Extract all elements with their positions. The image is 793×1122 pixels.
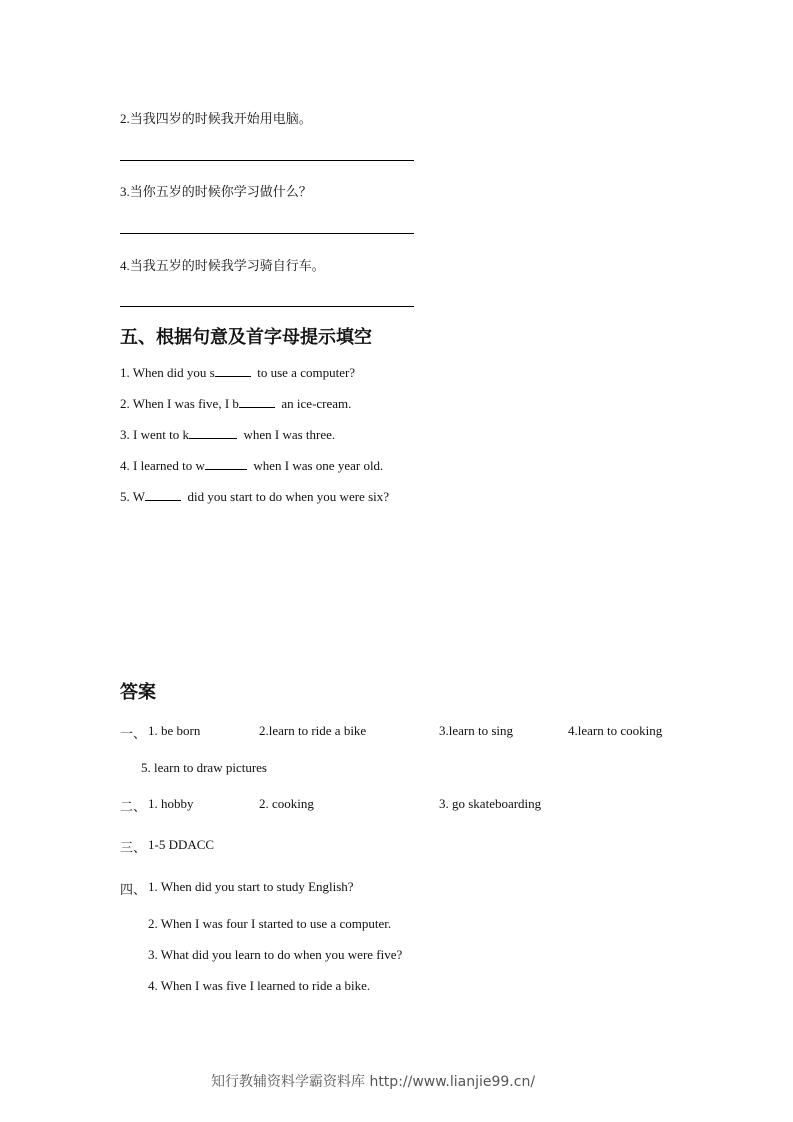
answer-1-5: 5. learn to draw pictures (141, 760, 267, 775)
fill-blank[interactable] (239, 396, 275, 408)
fill-item-text: 5. W (120, 489, 146, 504)
fill-item-4 (120, 458, 383, 474)
answer-4-4: 4. When I was five I learned to ride a bike. (148, 978, 371, 993)
fill-blank[interactable] (215, 365, 251, 377)
fill-item-text: when I was one year old. (253, 458, 384, 473)
fill-item-text: 4. I learned to w (120, 458, 205, 473)
answers-part4-label: 四、 (120, 882, 147, 897)
answer-4-1: 1. When did you start to study English? (148, 879, 354, 894)
answer-1-3: 3.learn to sing (439, 723, 514, 738)
answers-part3-label: 三、 (120, 840, 147, 855)
answers-part1-label: 一、 (120, 726, 147, 741)
answer-2-2: 2. cooking (259, 796, 314, 811)
answer-1-1: 1. be born (148, 723, 201, 738)
answer-line (120, 233, 414, 234)
fill-item-text: 3. I went to k (120, 427, 189, 442)
answer-line (120, 160, 414, 161)
fill-item-text: an ice-cream. (281, 396, 352, 411)
answers-part2-label: 二、 (120, 799, 147, 814)
answers-heading: 答案 (120, 682, 156, 703)
answer-4-2: 2. When I was four I started to use a computer. (148, 916, 392, 931)
answer-4-3: 3. What did you learn to do when you were five? (148, 947, 403, 962)
translation-item-4: 4.当我五岁的时候我学习骑自行车。 (120, 258, 325, 273)
section5-heading: 五、根据句意及首字母提示填空 (120, 327, 372, 348)
fill-item-text: 1. When did you s (120, 365, 215, 380)
fill-blank[interactable] (145, 489, 181, 501)
fill-item-text: to use a computer? (257, 365, 356, 380)
fill-item-text: when I was three. (243, 427, 336, 442)
fill-blank[interactable] (205, 458, 247, 470)
footer-watermark: 知行教辅资料学霸资料库 http://www.lianjie99.cn/ (211, 1074, 536, 1090)
answer-2-1: 1. hobby (148, 796, 194, 811)
answer-3: 1-5 DDACC (148, 837, 215, 852)
fill-item-5 (120, 489, 389, 505)
fill-item-1 (120, 365, 355, 381)
translation-item-3: 3.当你五岁的时候你学习做什么？ (120, 184, 312, 199)
answer-2-3: 3. go skateboarding (439, 796, 542, 811)
translation-item-2: 2.当我四岁的时候我开始用电脑。 (120, 111, 312, 126)
fill-item-text: 2. When I was five, I b (120, 396, 239, 411)
fill-item-text: did you start to do when you were six? (187, 489, 390, 504)
answer-1-4: 4.learn to cooking (568, 723, 663, 738)
fill-item-3 (120, 427, 335, 443)
fill-blank[interactable] (189, 427, 237, 439)
answer-1-2: 2.learn to ride a bike (259, 723, 367, 738)
fill-item-2 (120, 396, 351, 412)
answer-line (120, 306, 414, 307)
